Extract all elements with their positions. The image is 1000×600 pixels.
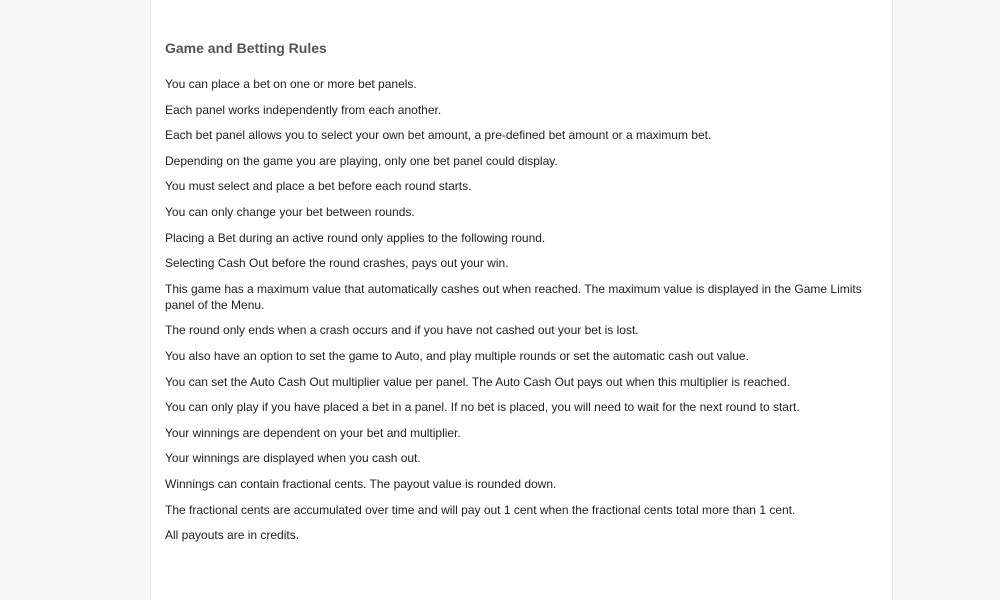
rule-item: You must select and place a bet before each round starts. (165, 179, 472, 194)
rule-item: Selecting Cash Out before the round crashes, pays out your win. (165, 256, 509, 271)
rule-item: You also have an option to set the game to Auto, and play multiple rounds or set the automatic cash out value. (165, 348, 749, 363)
rule-item: The round only ends when a crash occurs and if you have not cashed out your bet is lost. (165, 323, 639, 338)
page-title: Game and Betting Rules (165, 40, 327, 56)
rules-content (165, 40, 880, 553)
rule-item: You can only play if you have placed a bet in a panel. If no bet is placed, you will need to wait for the next round to start. (165, 400, 800, 415)
rule-item: Placing a Bet during an active round only applies to the following round. (165, 230, 546, 245)
rules-panel (150, 0, 893, 600)
rule-item: You can place a bet on one or more bet panels. (165, 77, 417, 91)
rule-item: You can set the Auto Cash Out multiplier value per panel. The Auto Cash Out pays out when this multiplier is reached. (165, 374, 791, 389)
rule-item: Your winnings are dependent on your bet and multiplier. (165, 425, 461, 440)
rule-item: This game has a maximum value that automatically cashes out when reached. The maximum value is displayed in the Game Limits panel of the Menu. (165, 281, 862, 312)
rule-item: You can only change your bet between rounds. (165, 204, 415, 219)
rule-item: Each bet panel allows you to select your own bet amount, a pre-defined bet amount or a maximum bet. (165, 128, 712, 143)
rule-item: The fractional cents are accumulated over time and will pay out 1 cent when the fractional cents total more than 1 cent. (165, 502, 796, 517)
rule-item: All payouts are in credits. (165, 528, 300, 543)
rule-item: Winnings can contain fractional cents. The payout value is rounded down. (165, 476, 557, 491)
rule-item: Each panel works independently from each another. (165, 102, 442, 117)
rule-item: Depending on the game you are playing, only one bet panel could display. (165, 153, 558, 168)
rule-item: Your winnings are displayed when you cash out. (165, 451, 421, 466)
